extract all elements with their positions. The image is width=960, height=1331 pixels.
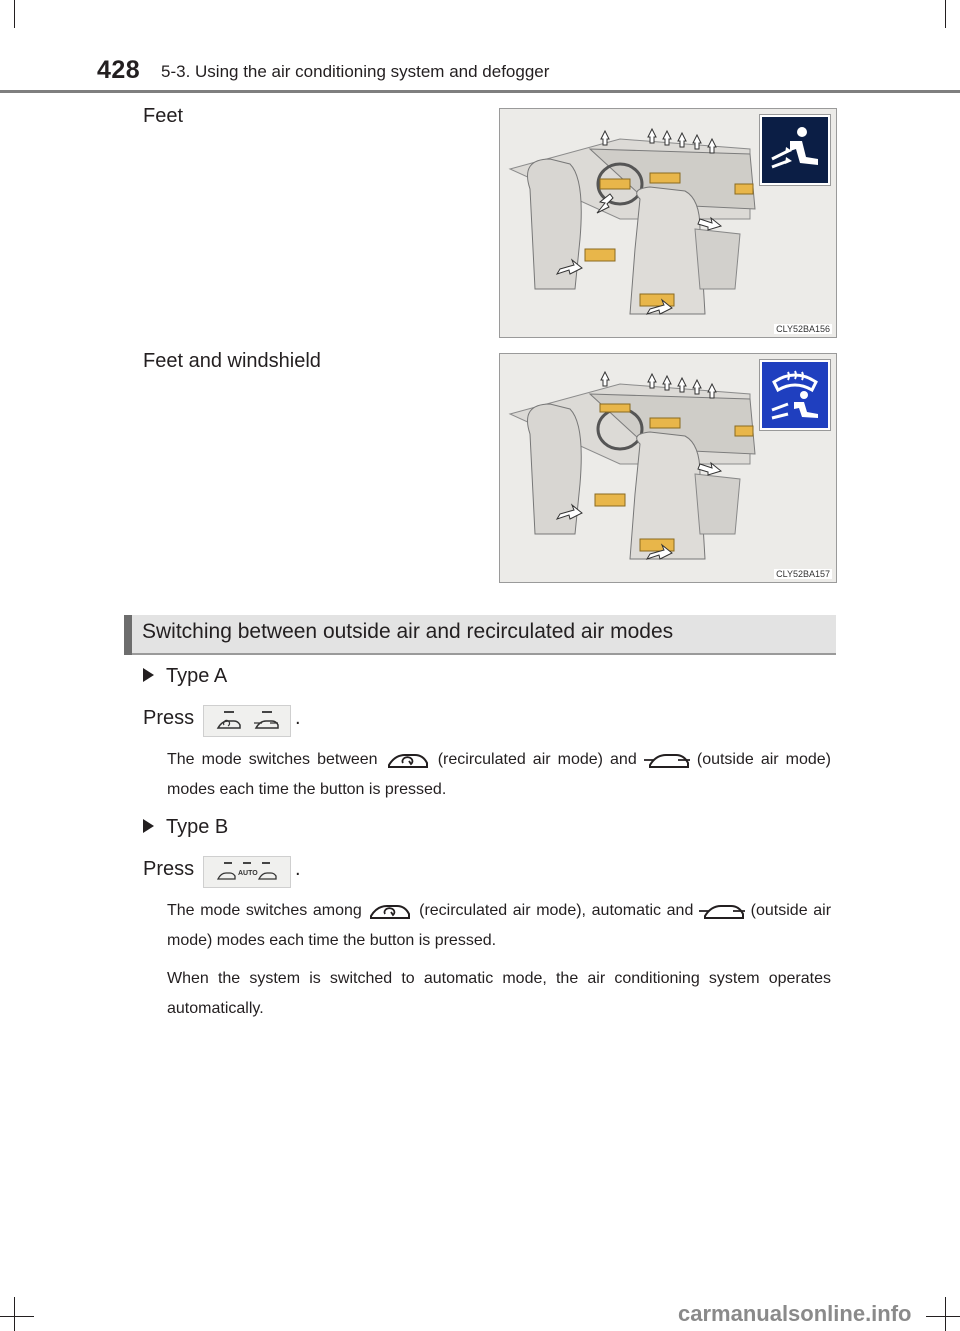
desc-text: The mode switches among (167, 902, 362, 919)
auto-label: AUTO (238, 870, 258, 877)
header-divider (0, 90, 960, 93)
crop-mark (945, 1297, 946, 1331)
crop-mark (14, 1297, 15, 1331)
type-b-press (143, 858, 194, 881)
footer-watermark: carmanualsonline.info (678, 1301, 912, 1326)
triangle-bullet-icon (143, 668, 154, 682)
recirculated-air-icon (385, 749, 431, 771)
desc-text: (outside air mode) modes each time the button is pressed. (167, 902, 832, 949)
recirculated-air-icon (367, 900, 413, 922)
crop-mark (14, 0, 15, 28)
crop-mark (0, 1316, 34, 1317)
crop-mark (945, 0, 946, 28)
press-period: . (295, 858, 301, 880)
press-text: Press (143, 858, 195, 880)
desc-text: (recirculated air mode), automatic and (419, 902, 694, 919)
type-b-label: Type B (166, 816, 229, 838)
type-b-heading (143, 816, 228, 839)
feet-mode-icon (760, 115, 830, 185)
figure-feet (499, 108, 837, 338)
type-a-label: Type A (166, 665, 228, 687)
feet-windshield-mode-icon (760, 360, 830, 430)
desc-text: (outside air mode) modes each time the button is pressed. (167, 751, 832, 798)
type-b-description (167, 896, 831, 956)
press-text: Press (143, 707, 195, 729)
outside-air-icon (644, 749, 690, 771)
section-title: Switching between outside air and recirculated air modes (142, 620, 674, 643)
figure-label-feet: Feet (143, 105, 184, 127)
recirc-switch-type-a-icon (203, 705, 291, 737)
press-period: . (295, 707, 301, 729)
section-heading (124, 615, 836, 655)
type-a-description (167, 745, 831, 805)
desc-text: The mode switches between (167, 751, 378, 768)
figure-feet-windshield (499, 353, 837, 583)
page-number: 428 (97, 56, 141, 84)
figure-code: CLY52BA156 (776, 324, 830, 334)
automatic-mode-note: When the system is switched to automatic mode, the air conditioning system operates automatically. (167, 970, 831, 1017)
desc-text: (recirculated air mode) and (437, 751, 637, 768)
chapter-title: 5-3. Using the air conditioning system and defogger (161, 62, 550, 81)
figure-code: CLY52BA157 (776, 569, 830, 579)
figure-label-feet-windshield: Feet and windshield (143, 350, 321, 372)
triangle-bullet-icon (143, 819, 154, 833)
type-a-heading (143, 665, 227, 688)
recirc-switch-type-b-icon (203, 856, 291, 888)
section-accent (124, 615, 132, 655)
type-a-press (143, 707, 194, 730)
outside-air-icon (699, 900, 745, 922)
crop-mark (926, 1316, 960, 1317)
